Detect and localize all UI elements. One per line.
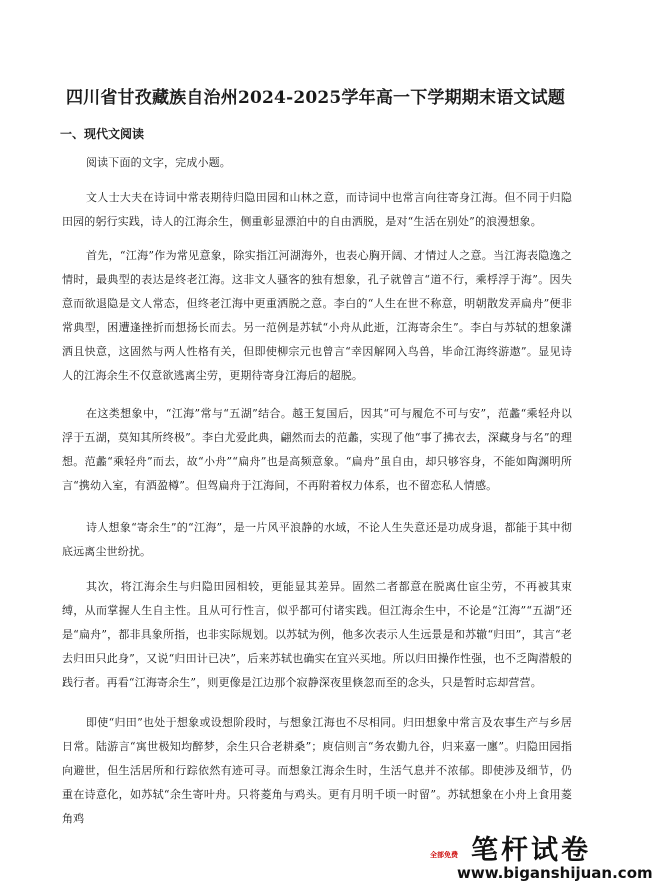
- paragraph-3: 在这类想象中，“江海”常与“五湖”结合。越王复国后，因其“可与履危不可与安”，范蠡“乘轻舟以浮于五湖，莫知其所终极”。李白尤爱此典，翩然而去的范蠡，实现了他“事了拂衣去，深藏身与名”的理想。范蠡“乘轻舟”而去，故“小舟”“扁舟”也是高频意象。“扁舟”虽自由，却只够容身，不能如陶渊明所言“携幼入室，有酒盈樽”。但驾扁舟于江海间，不再附着权力体系，也不留恋私人情感。: [62, 407, 572, 492]
- reading-instruction: 阅读下面的文字，完成小题。: [86, 156, 231, 169]
- paragraph-4: 诗人想象“寄余生”的“江海”，是一片风平浪静的水域，不论人生失意还是功成身退，都能于其中彻底远离尘世纷扰。: [62, 521, 572, 558]
- watermark-badge: 全部免费: [430, 851, 458, 859]
- watermark-url: www.biganshijuan.com: [457, 864, 653, 882]
- document-title: 四川省甘孜藏族自治州2024-2025学年高一下学期期末语文试题: [65, 88, 566, 108]
- section-heading: 一、现代文阅读: [60, 127, 145, 141]
- watermark-logo: [425, 828, 653, 890]
- watermark-name: 笔杆试卷: [471, 835, 591, 866]
- paragraph-6: 即使“归田”也处于想象或设想阶段时，与想象江海也不尽相同。归田想象中常言及农事生产与乡居日常。陆游言“寓世极知均醉梦，余生只合老耕桑”；庾信则言“务农勤九谷，归来嘉一廛”。归隐田园指向避世，但生活居所和行踪依然有迹可寻。而想象江海余生时，生活气息并不浓郁。即使涉及细节，仍重在诗意化，如苏轼“余生寄叶舟。只将菱角与鸡头。更有月明千顷一时留”。苏轼想象在小舟上食用菱角鸡: [62, 716, 572, 825]
- paragraph-1: 文人士大夫在诗词中常表期待归隐田园和山林之意，而诗词中也常言向往寄身江海。但不同于归隐田园的躬行实践，诗人的江海余生，侧重彰显漂泊中的自由洒脱，是对“生活在别处”的浪漫想象。: [62, 191, 572, 228]
- paragraph-5: 其次，将江海余生与归隐田园相较，更能显其差异。固然二者都意在脱离仕宦尘劳，不再被其束缚，从而掌握人生自主性。且从可行性言，似乎都可付诸实践。但江海余生中，不论是“江海”“五湖”还是“扁舟”，都非具象所指，也非实际规划。以苏轼为例，他多次表示人生远景是和苏辙“归田”，其言“老去归田只此身”，又说“归田计已决”，后来苏轼也确实在宜兴买地。所以归田操作性强，也不乏陶潜般的践行者。再看“江海寄余生”，则更像是江边那个寂静深夜里倏忽而至的念头，只是暂时忘却营营。: [62, 580, 572, 689]
- paragraph-2: 首先，“江海”作为常见意象，除实指江河湖海外，也表心胸开阔、才情过人之意。当江海表隐逸之情时，最典型的表达是终老江海。这非文人骚客的独有想象，孔子就曾言“道不行，乘桴浮于海”。因失意而欲退隐是文人常态，但终老江海中更重洒脱之意。李白的“人生在世不称意，明朝散发弄扁舟”便非常典型，困遭逢挫折而想扬长而去。另一范例是苏轼“小舟从此逝，江海寄余生”。李白与苏轼的想象潇洒且快意，这固然与两人性格有关，但即使柳宗元也曾言“幸因解网入鸟兽，毕命江海终游遨”。显见诗人的江海余生不仅意欲逃离尘劳，更期待寄身江海后的超脱。: [62, 249, 572, 382]
